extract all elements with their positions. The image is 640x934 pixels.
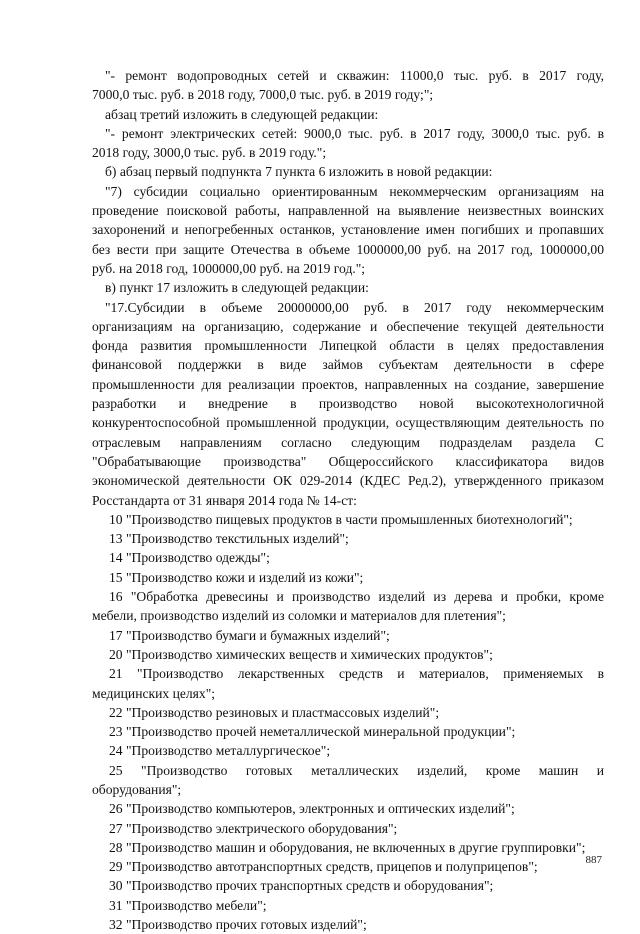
text-line: медицинских целях"; [92,685,216,701]
text-line: 10 "Производство пищевых продуктов в части промышленных биотехнологий"; [109,511,573,527]
text-line: 17 "Производство бумаги и бумажных изделий"; [109,627,390,643]
text-line: 15 "Производство кожи и изделий из кожи"; [109,569,364,585]
text-line: "7) субсидии социально ориентированным некоммерческим организациям на [105,183,604,199]
text-line: мебели, производство изделий из соломки и материалов для плетения"; [92,608,506,624]
text-line: 13 "Производство текстильных изделий"; [109,531,349,547]
text-line: отраслевым направлениям согласно следующим подразделам раздела С [92,434,604,450]
text-line: "- ремонт электрических сетей: 9000,0 тыс. руб. в 2017 году, 3000,0 тыс. руб. в [105,125,604,141]
text-line: проведение поисковой работы, направленной на выявление неизвестных воинских [92,203,604,219]
text-line: руб. на 2018 год, 1000000,00 руб. на 2019 год."; [92,260,366,276]
text-line: 32 "Производство прочих готовых изделий"; [109,917,367,933]
text-line: "17.Субсидии в объеме 20000000,00 руб. в 2017 году некоммерческим [105,299,604,315]
text-line: оборудования"; [92,781,182,797]
text-line: Росстандарта от 31 января 2014 года № 14-ст: [92,492,357,508]
text-line: 30 "Производство прочих транспортных средств и оборудования"; [109,878,494,894]
page-number: 887 [585,854,602,866]
text-line: захоронений и непогребенных останков, установление имен погибших и пропавших [92,222,604,238]
text-line: 27 "Производство электрического оборудования"; [109,820,398,836]
text-line: фонда развития промышленности Липецкой области в целях предоставления [92,338,604,354]
text-line: 31 "Производство мебели"; [109,897,267,913]
text-line: экономической деятельности ОК 029-2014 (КДЕС Ред.2), утвержденного приказом [92,473,604,489]
text-line: 25 "Производство готовых металлических изделий, кроме машин и [109,762,604,778]
text-line: промышленности для реализации проектов, направленных на создание, завершение [92,376,604,392]
text-line: 26 "Производство компьютеров, электронных и оптических изделий"; [109,801,515,817]
text-line: "Обрабатывающие производства" Общероссийского классификатора видов [92,453,604,469]
text-line: конкурентоспособной промышленной продукции, осуществляющим деятельность по [92,415,604,431]
text-line: без вести при защите Отечества в объеме 1000000,00 руб. на 2017 год, 1000000,00 [92,241,604,257]
text-line: 14 "Производство одежды"; [109,550,270,566]
text-line: разработки и внедрение в производство новой высокотехнологичной [92,396,604,412]
text-line: абзац третий изложить в следующей редакции: [105,106,379,122]
text-line: финансовой поддержки в виде займов субъектам деятельности в сфере [92,357,604,373]
text-line: организациям на организацию, содержание и обеспечение текущей деятельности [92,318,604,334]
text-line: 2018 году, 3000,0 тыс. руб. в 2019 году."; [92,145,327,161]
text-line: 16 "Обработка древесины и производство изделий из дерева и пробки, кроме [109,589,604,605]
text-line: 24 "Производство металлургическое"; [109,743,331,759]
text-line: 28 "Производство машин и оборудования, не включенных в другие группировки"; [109,839,586,855]
text-line: 7000,0 тыс. руб. в 2018 году, 7000,0 тыс. руб. в 2019 году;"; [92,87,434,103]
text-line: 29 "Производство автотранспортных средств, прицепов и полуприцепов"; [109,859,538,875]
text-line: "- ремонт водопроводных сетей и скважин: 11000,0 тыс. руб. в 2017 году, [105,68,604,83]
text-line: б) абзац первый подпункта 7 пункта 6 изложить в новой редакции: [105,164,493,180]
text-line: 21 "Производство лекарственных средств и материалов, применяемых в [109,666,604,682]
text-line: 23 "Производство прочей неметаллической минеральной продукции"; [109,724,516,740]
text-line: в) пункт 17 изложить в следующей редакции: [105,280,369,296]
text-line: 22 "Производство резиновых и пластмассовых изделий"; [109,704,440,720]
document-body [92,66,604,934]
text-line: 20 "Производство химических веществ и химических продуктов"; [109,646,493,662]
